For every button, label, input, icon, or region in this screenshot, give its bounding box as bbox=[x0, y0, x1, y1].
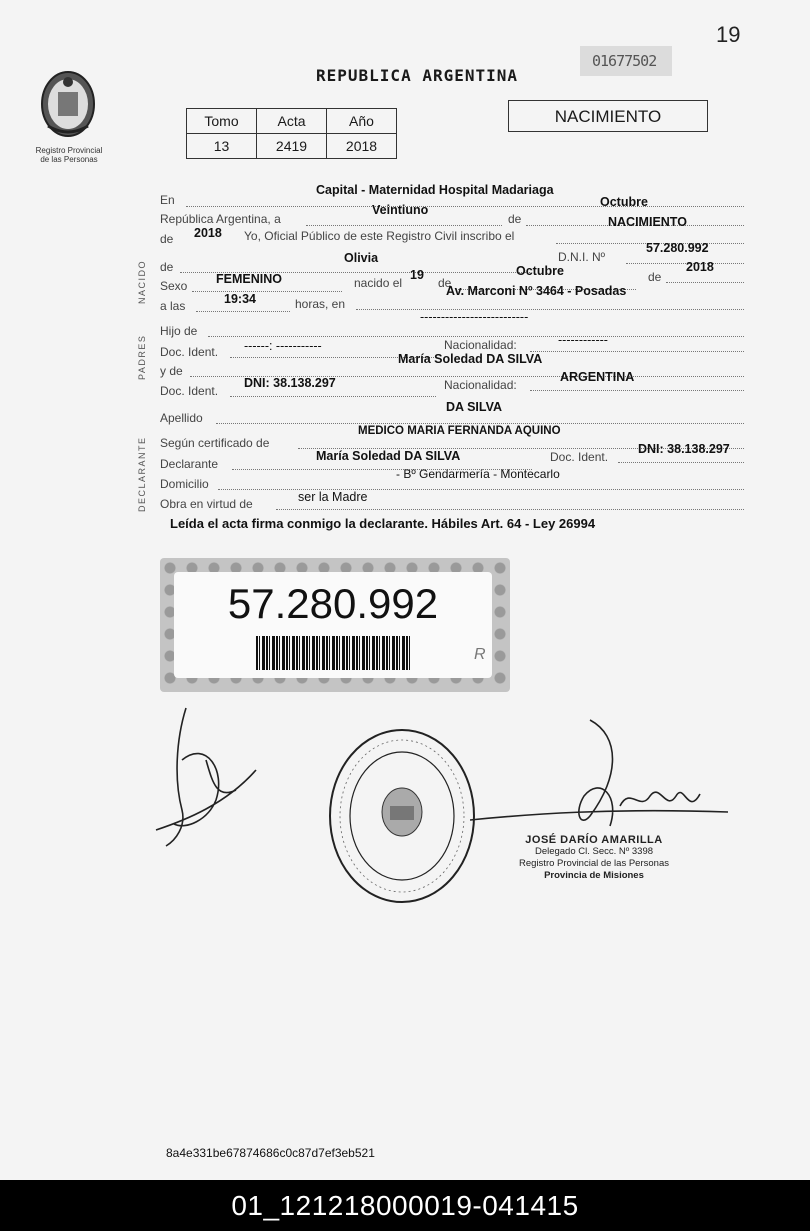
value-declarante-doc: DNI: 38.138.297 bbox=[638, 442, 730, 456]
official-stamp bbox=[494, 834, 694, 882]
value-padre: -------------------------- bbox=[420, 310, 529, 324]
label-sexo: Sexo bbox=[160, 279, 188, 293]
value-hora: 19:34 bbox=[224, 292, 256, 306]
official-role: Delegado Cl. Secc. Nº 3398 bbox=[534, 846, 654, 857]
registry-caption-line1: Registro Provincial bbox=[35, 146, 103, 155]
value-direccion: Av. Marconi Nº 3464 - Posadas bbox=[446, 284, 627, 298]
dotted-line bbox=[216, 423, 744, 424]
dni-label-letter: R bbox=[474, 646, 486, 663]
label-segun-certificado: Según certificado de bbox=[160, 436, 270, 450]
table-value-acta: 2419 bbox=[257, 134, 327, 159]
official-registry: Registro Provincial de las Personas bbox=[519, 858, 669, 869]
value-dni: 57.280.992 bbox=[646, 241, 709, 255]
dotted-line bbox=[530, 390, 744, 391]
value-declarante: María Soledad DA SILVA bbox=[316, 449, 461, 463]
table-value-tomo: 13 bbox=[187, 134, 257, 159]
value-anio: 2018 bbox=[194, 226, 222, 240]
dotted-line bbox=[192, 291, 342, 292]
value-anio-nacimiento: 2018 bbox=[686, 260, 714, 274]
value-madre-nacionalidad: ARGENTINA bbox=[560, 370, 635, 384]
label-de: de bbox=[508, 212, 522, 226]
dotted-line bbox=[230, 396, 436, 397]
value-madre: María Soledad DA SILVA bbox=[398, 352, 543, 366]
table-header-tomo: Tomo bbox=[187, 109, 257, 134]
registry-table-header-row bbox=[187, 109, 397, 134]
value-apellido: DA SILVA bbox=[446, 400, 503, 414]
official-signature bbox=[470, 716, 730, 846]
label-doc-ident: Doc. Ident. bbox=[550, 450, 609, 464]
closing-statement: Leída el acta firma conmigo la declarante. Hábiles Art. 64 - Ley 26994 bbox=[170, 516, 596, 531]
value-tipo: NACIMIENTO bbox=[608, 215, 687, 229]
value-nombre: Olivia bbox=[344, 251, 379, 265]
label-y-de: y de bbox=[160, 364, 183, 378]
barcode bbox=[256, 636, 410, 670]
province-crest-icon bbox=[36, 64, 100, 144]
dotted-line bbox=[356, 309, 744, 310]
dotted-line bbox=[196, 311, 290, 312]
value-domicilio: - Bº Gendarmería - Montecarlo bbox=[396, 467, 560, 481]
section-label-nacido: NACIDO bbox=[137, 259, 147, 304]
registry-seal-icon bbox=[326, 726, 478, 906]
dotted-line bbox=[186, 206, 744, 207]
registry-table bbox=[186, 108, 397, 159]
value-mes-nacimiento: Octubre bbox=[516, 264, 564, 278]
dotted-line bbox=[666, 282, 744, 283]
label-nacido-el: nacido el bbox=[354, 276, 403, 290]
dotted-line bbox=[618, 462, 744, 463]
official-name: JOSÉ DARÍO AMARILLA bbox=[525, 834, 663, 846]
value-obra: ser la Madre bbox=[298, 490, 368, 504]
registry-caption-line2: de las Personas bbox=[40, 155, 98, 164]
registry-table-value-row bbox=[187, 134, 397, 159]
table-value-anio: 2018 bbox=[327, 134, 397, 159]
dni-label-number: 57.280.992 bbox=[227, 580, 439, 627]
label-nacionalidad: Nacionalidad: bbox=[444, 338, 517, 352]
registry-caption bbox=[22, 146, 116, 164]
label-de: de bbox=[438, 276, 452, 290]
act-type-box: NACIMIENTO bbox=[508, 100, 708, 132]
label-de: de bbox=[160, 232, 174, 246]
label-republica: República Argentina, a bbox=[160, 212, 281, 226]
label-de: de bbox=[160, 260, 174, 274]
value-sexo: FEMENINO bbox=[216, 272, 282, 286]
value-lugar: Capital - Maternidad Hospital Madariaga bbox=[316, 183, 554, 197]
official-province: Provincia de Misiones bbox=[544, 870, 644, 881]
dni-label-inner bbox=[174, 572, 492, 678]
document-title: REPUBLICA ARGENTINA bbox=[316, 66, 519, 85]
section-label-declarante: DECLARANTE bbox=[137, 436, 147, 512]
value-padre-nacionalidad: ------------ bbox=[558, 333, 608, 347]
label-de: de bbox=[648, 270, 662, 284]
document-hash: 8a4e331be67874686c0c87d7ef3eb521 bbox=[166, 1146, 375, 1160]
value-dia: Veintiuno bbox=[372, 203, 429, 217]
table-header-acta: Acta bbox=[257, 109, 327, 134]
dotted-line bbox=[626, 263, 744, 264]
value-padre-doc: ------: ----------- bbox=[244, 339, 322, 353]
dotted-line bbox=[276, 509, 744, 510]
label-nacionalidad: Nacionalidad: bbox=[444, 378, 517, 392]
label-domicilio: Domicilio bbox=[160, 477, 209, 491]
label-declarante: Declarante bbox=[160, 457, 219, 471]
label-doc-ident: Doc. Ident. bbox=[160, 345, 219, 359]
label-a-las: a las bbox=[160, 299, 186, 313]
dotted-line bbox=[208, 336, 744, 337]
dotted-line bbox=[530, 351, 744, 352]
label-apellido: Apellido bbox=[160, 411, 203, 425]
dni-label-sticker bbox=[160, 558, 510, 692]
label-en: En bbox=[160, 193, 175, 207]
label-hijo-de: Hijo de bbox=[160, 324, 198, 338]
value-dia-nacimiento: 19 bbox=[410, 268, 424, 282]
dotted-line bbox=[306, 225, 502, 226]
value-madre-doc: DNI: 38.138.297 bbox=[244, 376, 336, 390]
label-doc-ident: Doc. Ident. bbox=[160, 384, 219, 398]
label-dni: D.N.I. Nº bbox=[558, 250, 606, 264]
label-yo: Yo, Oficial Público de este Registro Civil inscribo el bbox=[244, 229, 515, 243]
declarant-signature bbox=[146, 700, 266, 850]
value-mes: Octubre bbox=[600, 195, 648, 209]
label-obra: Obra en virtud de bbox=[160, 497, 253, 511]
section-label-padres: PADRES bbox=[137, 334, 147, 380]
label-horas-en: horas, en bbox=[295, 297, 346, 311]
dotted-line bbox=[218, 489, 744, 490]
table-header-anio: Año bbox=[327, 109, 397, 134]
file-id-footer: 01_121218000019-041415 bbox=[0, 1180, 810, 1231]
page-number: 19 bbox=[716, 22, 741, 47]
value-certificado: MEDICO MARIA FERNANDA AQUINO bbox=[358, 425, 561, 437]
serial-number: 01677502 bbox=[580, 46, 672, 76]
